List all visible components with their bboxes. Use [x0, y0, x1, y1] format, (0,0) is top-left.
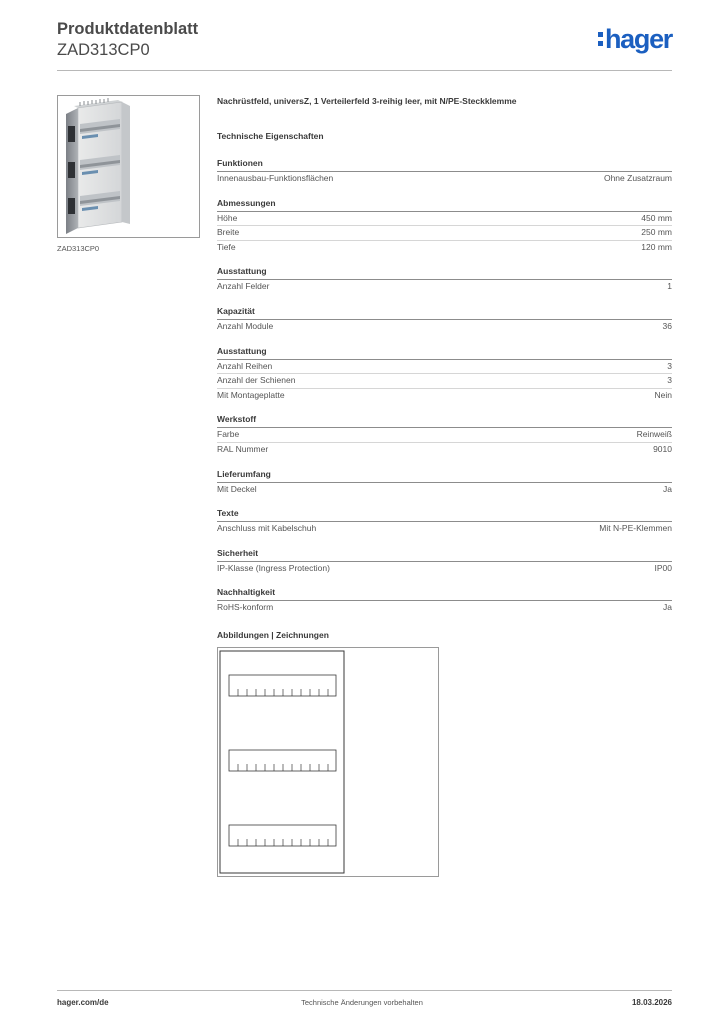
spec-label: Anzahl Module	[217, 320, 274, 331]
spec-value: Ohne Zusatzraum	[603, 173, 672, 183]
spec-label: Innenausbau-Funktionsflächen	[217, 173, 334, 183]
spec-value: Reinweiß	[636, 429, 672, 440]
spec-group-ausstattung-felder	[217, 266, 672, 294]
spec-group-title: Sicherheit	[217, 548, 672, 562]
spec-label: Anzahl Reihen	[217, 360, 273, 371]
spec-value: 250 mm	[641, 227, 672, 238]
spec-label: RAL Nummer	[217, 443, 269, 454]
technical-drawing	[217, 647, 439, 877]
spec-group-title: Texte	[217, 508, 672, 522]
spec-group-kapazitaet	[217, 306, 672, 334]
spec-value: 3	[667, 375, 672, 386]
spec-label: Tiefe	[217, 241, 236, 252]
spec-row	[217, 443, 672, 457]
spec-value: 3	[667, 360, 672, 371]
spec-group-funktionen	[217, 158, 672, 186]
spec-row	[217, 226, 672, 241]
spec-group-title: Nachhaltigkeit	[217, 587, 672, 601]
spec-value: Ja	[663, 602, 672, 613]
spec-row	[217, 280, 672, 294]
spec-value: Ja	[663, 483, 672, 494]
logo-text: hager	[604, 24, 672, 54]
spec-row	[217, 428, 672, 443]
spec-group-title: Funktionen	[217, 158, 672, 172]
document-title: Produktdatenblatt	[57, 20, 199, 38]
product-image	[57, 95, 200, 238]
article-number: ZAD313CP0	[57, 41, 150, 59]
spec-label: Farbe	[217, 429, 240, 440]
spec-group-title: Abmessungen	[217, 198, 672, 212]
spec-row	[217, 483, 672, 497]
spec-value: Mit N-PE-Klemmen	[599, 523, 672, 534]
spec-row	[217, 360, 672, 375]
spec-label: IP-Klasse (Ingress Protection)	[217, 562, 330, 573]
spec-group-title: Kapazität	[217, 306, 672, 320]
spec-value: 9010	[653, 443, 672, 454]
spec-row	[217, 172, 672, 186]
spec-value: 450 mm	[641, 212, 672, 223]
logo-dots-icon	[598, 32, 603, 46]
spec-row	[217, 601, 672, 615]
spec-value: 120 mm	[641, 241, 672, 252]
spec-row	[217, 389, 672, 403]
spec-label: Anschluss mit Kabelschuh	[217, 523, 317, 534]
spec-group-nachhaltigkeit	[217, 587, 672, 615]
image-caption: ZAD313CP0	[57, 244, 100, 253]
spec-value: Nein	[654, 389, 672, 400]
spec-row	[217, 241, 672, 255]
spec-label: Breite	[217, 227, 240, 238]
spec-value: 1	[667, 281, 672, 292]
spec-row	[217, 320, 672, 334]
spec-label: Höhe	[217, 212, 238, 223]
specs-heading: Technische Eigenschaften	[217, 131, 324, 141]
spec-label: Mit Montageplatte	[217, 389, 285, 400]
spec-row	[217, 522, 672, 536]
spec-value: IP00	[654, 562, 672, 573]
spec-group-title: Ausstattung	[217, 346, 672, 360]
spec-row	[217, 212, 672, 227]
spec-label: Anzahl Felder	[217, 281, 270, 292]
footer-date: 18.03.2026	[631, 998, 672, 1007]
spec-group-texte	[217, 508, 672, 536]
board-front-drawing-icon	[218, 648, 438, 876]
spec-group-title: Lieferumfang	[217, 469, 672, 483]
spec-label: Mit Deckel	[217, 483, 257, 494]
spec-group-sicherheit	[217, 548, 672, 576]
spec-group-ausstattung	[217, 346, 672, 403]
product-description: Nachrüstfeld, universZ, 1 Verteilerfeld 3-reihig leer, mit N/PE-Steckklemme	[217, 96, 517, 106]
page-header	[57, 20, 672, 70]
footer-website: hager.com/de	[57, 998, 109, 1007]
footer-divider	[57, 990, 672, 991]
hager-logo	[598, 24, 672, 54]
spec-group-lieferumfang	[217, 469, 672, 497]
footer-notice: Technische Änderungen vorbehalten	[301, 998, 423, 1007]
header-divider	[57, 70, 672, 71]
spec-group-title: Werkstoff	[217, 414, 672, 428]
spec-group-abmessungen	[217, 198, 672, 255]
spec-row	[217, 562, 672, 576]
spec-value: 36	[662, 320, 672, 331]
spec-group-werkstoff	[217, 414, 672, 456]
drawings-heading: Abbildungen | Zeichnungen	[217, 629, 329, 640]
spec-group-title: Ausstattung	[217, 266, 672, 280]
spec-label: RoHS-konform	[217, 602, 274, 613]
distribution-board-photo-icon	[58, 96, 199, 237]
spec-row	[217, 374, 672, 389]
spec-label: Anzahl der Schienen	[217, 375, 296, 386]
product-content	[217, 96, 672, 640]
